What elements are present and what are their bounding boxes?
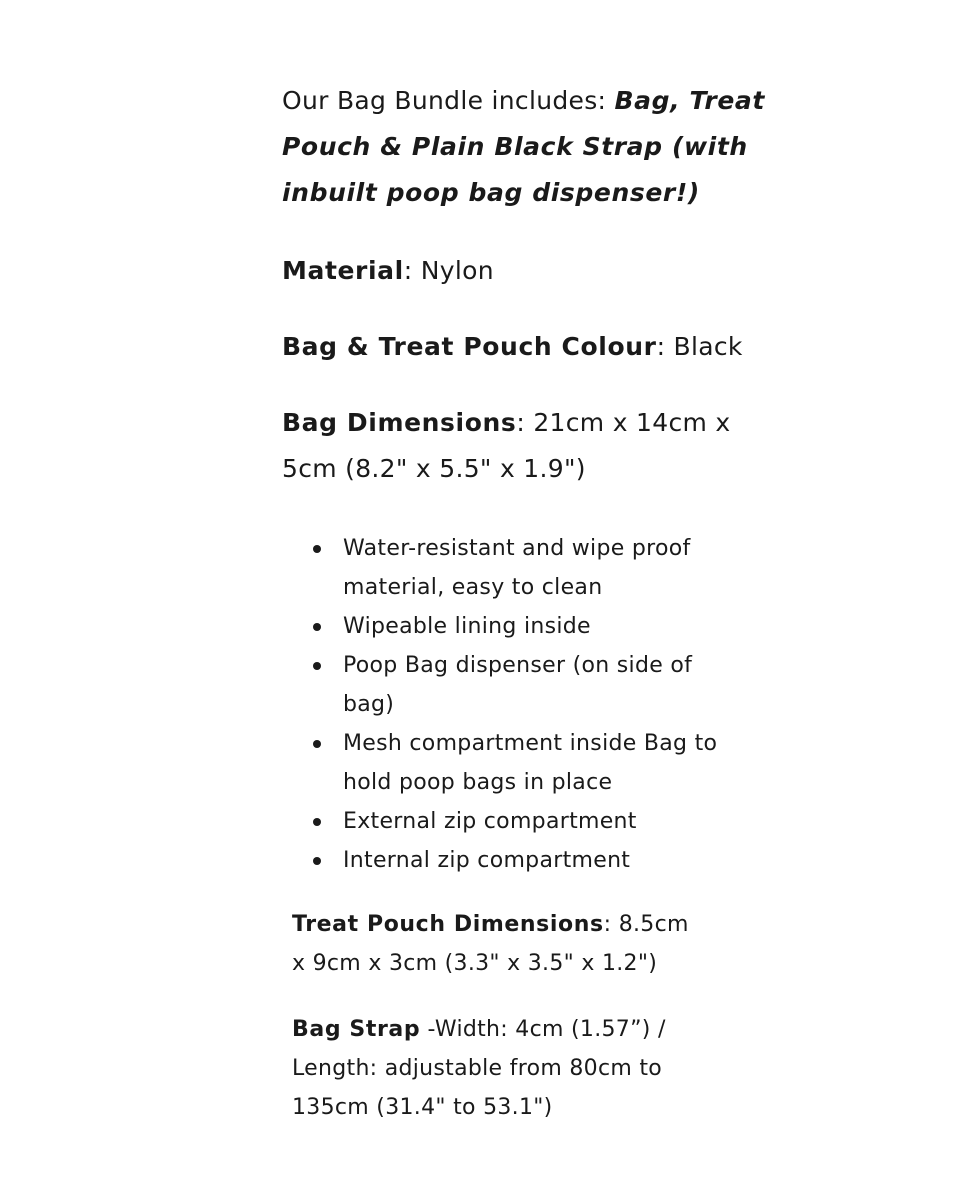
bag-strap-label: Bag Strap [292, 1017, 421, 1042]
colour-value: Black [673, 332, 743, 361]
feature-text: External zip compartment [343, 809, 637, 834]
feature-text: Mesh compartment inside Bag to hold poop bags in place [343, 731, 718, 795]
list-item [300, 646, 730, 724]
feature-text: Water-resistant and wipe proof material, easy to clean [343, 536, 691, 600]
bullet-icon [313, 623, 321, 631]
list-item [300, 724, 730, 802]
treat-pouch-dimensions-label: Treat Pouch Dimensions [292, 912, 604, 937]
bag-strap-value: Width: 4cm (1.57”) / Length: adjustable from 80cm to 135cm (31.4" to 53.1") [292, 1017, 666, 1120]
bag-dimensions-value: 21cm x 14cm x 5cm (8.2" x 5.5" x 1.9") [282, 408, 731, 483]
colour-separator: : [656, 332, 674, 361]
feature-text: Internal zip compartment [343, 848, 631, 873]
colour-label: Bag & Treat Pouch Colour [282, 332, 657, 361]
material-separator: : [403, 256, 421, 285]
list-item [300, 607, 730, 646]
bag-strap-separator: - [420, 1017, 435, 1042]
bullet-icon [313, 818, 321, 826]
treat-pouch-dimensions-line [292, 905, 692, 983]
list-item [300, 841, 730, 880]
bag-dimensions-separator: : [516, 408, 534, 437]
material-label: Material [282, 256, 404, 285]
bullet-icon [313, 545, 321, 553]
bundle-intro-text: Our Bag Bundle includes: [282, 86, 615, 115]
bag-dimensions-label: Bag Dimensions [282, 408, 517, 437]
material-line [282, 248, 802, 294]
feature-list [300, 529, 730, 880]
feature-text: Poop Bag dispenser (on side of bag) [343, 653, 693, 717]
bullet-icon [313, 662, 321, 670]
bag-strap-line [292, 1010, 692, 1127]
treat-pouch-dimensions-value: 8.5cm x 9cm x 3cm (3.3" x 3.5" x 1.2") [292, 912, 689, 976]
bag-dimensions-line [282, 400, 742, 492]
bundle-intro [282, 78, 802, 216]
bullet-icon [313, 740, 321, 748]
bundle-contents: Bag, Treat Pouch & Plain Black Strap (with inbuilt poop bag dispenser!) [282, 86, 765, 207]
colour-line [282, 324, 842, 370]
bullet-icon [313, 857, 321, 865]
list-item [300, 802, 730, 841]
treat-pouch-dimensions-separator: : [603, 912, 619, 937]
list-item [300, 529, 730, 607]
feature-text: Wipeable lining inside [343, 614, 591, 639]
material-value: Nylon [420, 256, 494, 285]
